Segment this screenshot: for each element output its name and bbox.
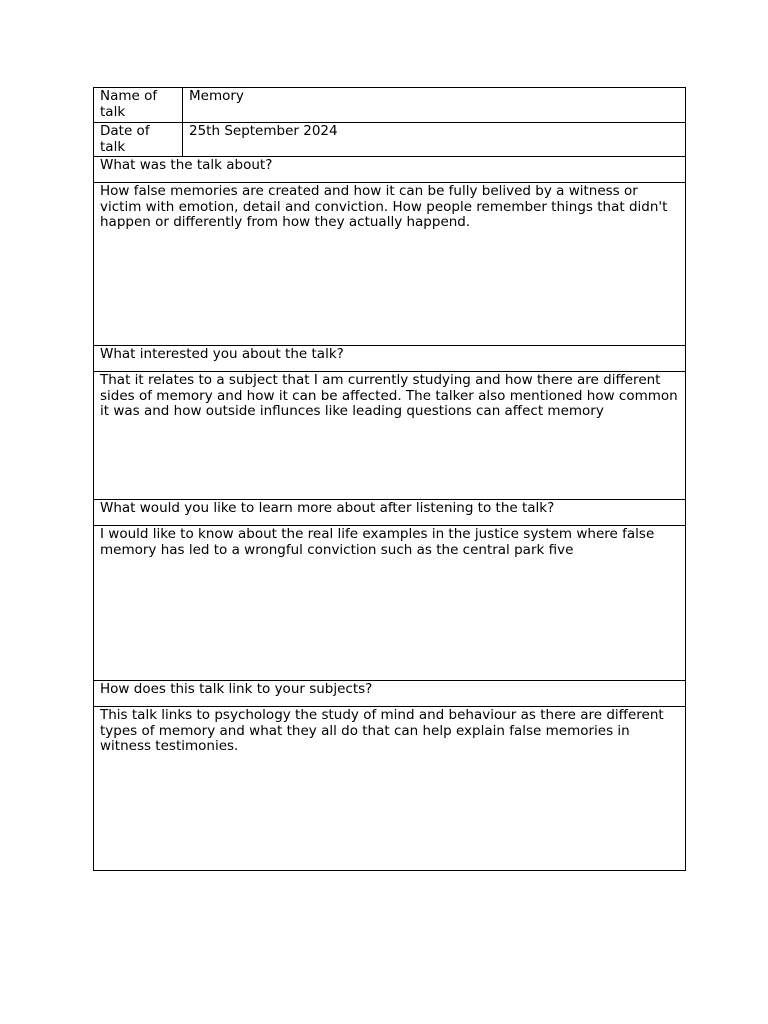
question-interested: What interested you about the talk? <box>94 346 686 372</box>
question-row <box>94 500 686 526</box>
answer-row <box>94 526 686 681</box>
answer-learn-more: I would like to know about the real life examples in the justice system where false memory has led to a wrongful conviction such as the central park five <box>94 526 686 681</box>
name-value: Memory <box>183 88 686 123</box>
name-label: Name of talk <box>94 88 183 123</box>
name-row <box>94 88 686 123</box>
date-row <box>94 123 686 157</box>
answer-subject-link: This talk links to psychology the study of mind and behaviour as there are different types of memory and what they all do that can help explain false memories in witness testimonies. <box>94 707 686 871</box>
question-row <box>94 346 686 372</box>
answer-about: How false memories are created and how it can be fully belived by a witness or victim with emotion, detail and conviction. How people remember things that didn't happen or differently from how they actually happend. <box>94 183 686 346</box>
talk-feedback-form <box>93 87 686 871</box>
question-learn-more: What would you like to learn more about after listening to the talk? <box>94 500 686 526</box>
question-subject-link: How does this talk link to your subjects? <box>94 681 686 707</box>
answer-interested: That it relates to a subject that I am currently studying and how there are different sides of memory and how it can be affected. The talker also mentioned how common it was and how outside influnces like leading questions can affect memory <box>94 372 686 500</box>
date-value: 25th September 2024 <box>183 123 686 157</box>
question-row <box>94 681 686 707</box>
answer-row <box>94 372 686 500</box>
date-label: Date of talk <box>94 123 183 157</box>
answer-row <box>94 183 686 346</box>
question-row <box>94 157 686 183</box>
question-about: What was the talk about? <box>94 157 686 183</box>
answer-row <box>94 707 686 871</box>
